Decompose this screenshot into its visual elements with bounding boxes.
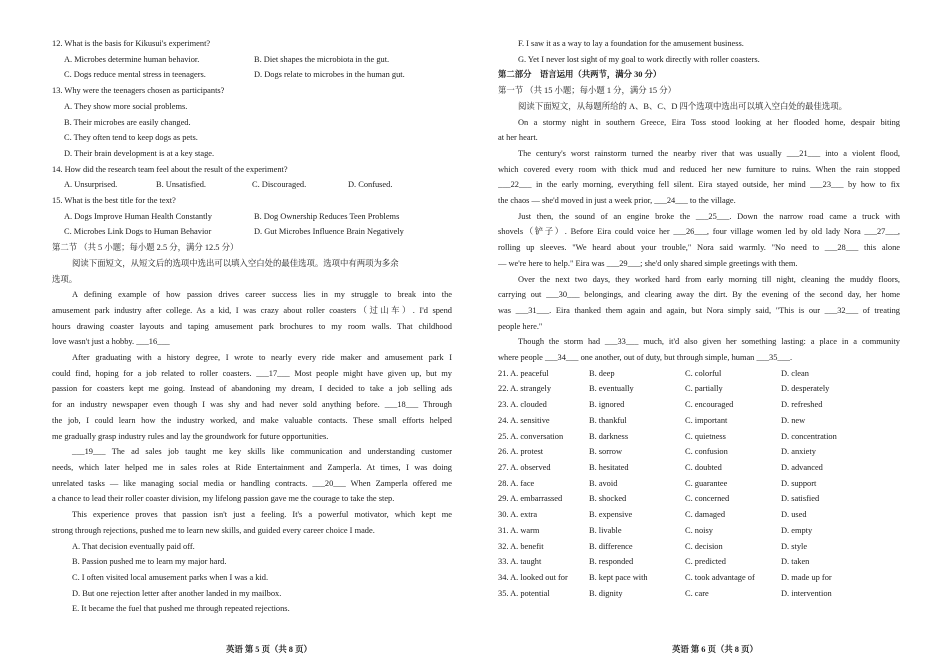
passage-line: love wasn't just a hobby. ___16___ bbox=[52, 337, 170, 347]
choice-row bbox=[498, 413, 900, 429]
choice-option: C. quietness bbox=[685, 431, 726, 441]
choice-row bbox=[498, 586, 900, 602]
passage-line: A defining example of how passion drives career success lies in my struggle to break into the bbox=[72, 290, 452, 300]
choice-row bbox=[498, 444, 900, 460]
q14-option-d: D. Confused. bbox=[348, 180, 393, 190]
q15-options-row2 bbox=[52, 224, 452, 240]
passage-line: The century's worst rainstorm turned the nearby river that was usually ___21___ into a violent flood, bbox=[518, 148, 900, 158]
q12-options-row1 bbox=[52, 52, 452, 68]
choice-option: C. partially bbox=[685, 384, 723, 394]
option-d: D. But one rejection letter after another landed in my mailbox. bbox=[72, 588, 282, 598]
choice-option: D. new bbox=[781, 415, 806, 425]
option-b: B. Passion pushed me to learn my major hard. bbox=[72, 557, 227, 567]
passage-line: could find, hoping for a job related to roller coasters. ___17___ Most people might have given up, but my bbox=[52, 368, 452, 378]
passage-line: amusement park industry after college. As a kid, I was crazy about roller coasters（过山车）. I'd spend bbox=[52, 305, 452, 315]
choice-option: 21. A. peaceful bbox=[498, 368, 549, 378]
passage-line: for an industry newspaper even though I was shy and had never sold anything before. ___18___ Through bbox=[52, 400, 452, 410]
option-g: G. Yet I never lost sight of my goal to work directly with roller coasters. bbox=[518, 54, 760, 64]
passage-line: the job, I could learn how the industry worked, and make valuable contacts. These small efforts helped bbox=[52, 415, 452, 425]
passage-line: where people ___34___ one another, out of duty, but through simple, human ___35___. bbox=[498, 353, 793, 363]
passage-line: which covered every room with thick mud and reduced her new furniture to ruins. When the rain stopped bbox=[498, 164, 900, 174]
q13-stem: 13. Why were the teenagers chosen as participants? bbox=[52, 86, 225, 96]
right-column bbox=[498, 36, 900, 601]
choice-option: D. used bbox=[781, 510, 807, 520]
choice-option: B. sorrow bbox=[589, 447, 623, 457]
q15-option-b: B. Dog Ownership Reduces Teen Problems bbox=[254, 211, 400, 221]
option-f: F. I saw it as a way to lay a foundation for the amusement business. bbox=[518, 39, 744, 48]
q12-option-a: A. Microbes determine human behavior. bbox=[64, 54, 200, 64]
option-c: C. I often visited local amusement parks when I was a kid. bbox=[72, 572, 269, 582]
passage-line: needs, which later helped me in sales roles at Ride Entertainment and Zamperla. At times, I was doing bbox=[52, 462, 452, 472]
choice-option: C. confusion bbox=[685, 447, 728, 457]
passage-line: After graduating with a history degree, I wrote to nearly every ride maker and amusement park I bbox=[72, 353, 452, 363]
choice-row bbox=[498, 460, 900, 476]
section2-title: 第二节 （共 5 小题；每小题 2.5 分，满分 12.5 分） bbox=[52, 243, 239, 253]
choice-row bbox=[498, 397, 900, 413]
passage-line: carrying out ___30___ belongings, and clearing away the dirt. By the evening of the second day, her home bbox=[498, 290, 900, 300]
choice-option: D. support bbox=[781, 478, 817, 488]
choice-option: B. deep bbox=[589, 368, 615, 378]
choice-option: C. guarantee bbox=[685, 478, 728, 488]
passage-line: On a stormy night in southern Greece, Eira Toss stood looking at her flooded home, despair biting bbox=[518, 117, 900, 127]
choice-option: D. desperately bbox=[781, 384, 830, 394]
passage-line: ___22___ in the early morning, everything fell silent. Eira stayed outside, her mind ___23___ by how to fix bbox=[498, 180, 900, 190]
choice-option: D. intervention bbox=[781, 588, 832, 598]
q13-option-d: D. Their brain development is at a key stage. bbox=[64, 148, 215, 158]
choice-option: B. dignity bbox=[589, 588, 623, 598]
section1-instruction: 阅读下面短文，从每题所给的 A、B、C、D 四个选项中选出可以填入空白处的最佳选项。 bbox=[518, 101, 847, 111]
choice-option: D. advanced bbox=[781, 462, 823, 472]
q12-stem: 12. What is the basis for Kikusui's experiment? bbox=[52, 39, 211, 48]
choice-option: C. noisy bbox=[685, 525, 713, 535]
q13-option-c: C. They often tend to keep dogs as pets. bbox=[64, 133, 198, 143]
choice-option: 28. A. face bbox=[498, 478, 535, 488]
choice-row bbox=[498, 523, 900, 539]
choice-option: B. avoid bbox=[589, 478, 618, 488]
choice-table bbox=[498, 366, 900, 602]
choice-option: 31. A. warm bbox=[498, 525, 540, 535]
choice-option: D. style bbox=[781, 541, 808, 551]
choice-option: D. refreshed bbox=[781, 400, 823, 410]
choice-option: B. kept pace with bbox=[589, 572, 648, 582]
q12-option-c: C. Dogs reduce mental stress in teenagers. bbox=[64, 70, 206, 80]
passage-line: me gradually grasp industry rules and lay the groundwork for future opportunities. bbox=[52, 431, 329, 441]
choice-option: B. difference bbox=[589, 541, 633, 551]
choice-option: D. concentration bbox=[781, 431, 837, 441]
choice-option: 25. A. conversation bbox=[498, 431, 564, 441]
choice-row bbox=[498, 570, 900, 586]
choice-option: D. anxiety bbox=[781, 447, 816, 457]
choice-option: 29. A. embarrassed bbox=[498, 494, 563, 504]
choice-option: C. concerned bbox=[685, 494, 730, 504]
passage-line: unrelated tasks — like managing social media or handling contracts. ___20___ When Zamperla offered me bbox=[52, 478, 452, 488]
choice-option: 35. A. potential bbox=[498, 588, 550, 598]
passage-line: at her heart. bbox=[498, 133, 538, 143]
choice-option: C. decision bbox=[685, 541, 723, 551]
choice-option: C. encouraged bbox=[685, 400, 734, 410]
passage-line: passion for coasters kept me going. Instead of abandoning my dream, I decided to take a job selling ads bbox=[52, 384, 452, 394]
choice-option: B. expensive bbox=[589, 510, 633, 520]
q12-option-d: D. Dogs relate to microbes in the human gut. bbox=[254, 70, 405, 80]
choice-option: B. shocked bbox=[589, 494, 627, 504]
page-footer-right: 英语 第 6 页（共 8 页） bbox=[672, 645, 758, 654]
choice-option: B. eventually bbox=[589, 384, 634, 394]
choice-option: D. satisfied bbox=[781, 494, 820, 504]
passage-line: hours drawing coaster layouts and taping amusement park brochures to my room walls. That childhood bbox=[52, 321, 452, 331]
section2-instruction-line1: 阅读下面短文，从短文后的选项中选出可以填入空白处的最佳选项。选项中有两项为多余 bbox=[72, 258, 399, 268]
part2-title: 第二部分 语言运用（共两节，满分 30 分） bbox=[498, 70, 662, 80]
left-column bbox=[52, 36, 452, 617]
choice-row bbox=[498, 554, 900, 570]
q12-options-row2 bbox=[52, 67, 452, 83]
q14-stem: 14. How did the research team feel about the result of the experiment? bbox=[52, 164, 288, 174]
choice-option: C. important bbox=[685, 415, 728, 425]
passage-line: was ___31___. Eira thanked them again and again, but Nora simply said, "This is our ___32___ of treating bbox=[498, 305, 900, 315]
passage-line: ___19___ The ad sales job taught me key skills like communication and understanding customer bbox=[72, 447, 452, 457]
choice-option: C. took advantage of bbox=[685, 572, 755, 582]
choice-option: C. damaged bbox=[685, 510, 726, 520]
q15-option-c: C. Microbes Link Dogs to Human Behavior bbox=[64, 227, 212, 237]
choice-option: 26. A. protest bbox=[498, 447, 544, 457]
passage-line: shovels（铲子）. Before Eira could voice her ___26___, four village women led by old lady Nora ___27___, bbox=[498, 227, 900, 237]
passage-line: a chance to lead their roller coaster division, my lifelong passion gave me the courage to take the step. bbox=[52, 494, 395, 504]
choice-option: 30. A. extra bbox=[498, 510, 538, 520]
section2-instruction-line2: 选项。 bbox=[52, 274, 78, 284]
choice-option: B. responded bbox=[589, 557, 634, 567]
passage-line: the chaos — she'd moved in just a week prior, ___24___ to the village. bbox=[498, 196, 736, 206]
q14-option-b: B. Unsatisfied. bbox=[156, 180, 207, 190]
choice-option: 32. A. benefit bbox=[498, 541, 544, 551]
option-e: E. It became the fuel that pushed me through repeated rejections. bbox=[72, 604, 290, 614]
choice-option: C. colorful bbox=[685, 368, 722, 378]
choice-option: B. ignored bbox=[589, 400, 625, 410]
choice-option: 24. A. sensitive bbox=[498, 415, 550, 425]
choice-option: 27. A. observed bbox=[498, 462, 551, 472]
choice-option: B. livable bbox=[589, 525, 622, 535]
q15-stem: 15. What is the best title for the text? bbox=[52, 196, 176, 206]
q14-options bbox=[52, 177, 452, 193]
choice-option: 22. A. strangely bbox=[498, 384, 552, 394]
choice-option: B. thankful bbox=[589, 415, 627, 425]
choice-option: B. hesitated bbox=[589, 462, 629, 472]
choice-option: D. made up for bbox=[781, 572, 832, 582]
choice-row bbox=[498, 539, 900, 555]
choice-row bbox=[498, 381, 900, 397]
q13-option-a: A. They show more social problems. bbox=[64, 101, 188, 111]
choice-row bbox=[498, 429, 900, 445]
choice-row bbox=[498, 491, 900, 507]
page-footer-left: 英语 第 5 页（共 8 页） bbox=[226, 645, 312, 654]
choice-option: D. taken bbox=[781, 557, 810, 567]
choice-row bbox=[498, 366, 900, 382]
choice-option: C. predicted bbox=[685, 557, 726, 567]
passage-line: Just then, the sound of an engine broke the ___25___. Down the narrow road came a truck with bbox=[518, 211, 900, 221]
choice-option: 33. A. taught bbox=[498, 557, 542, 567]
choice-option: C. care bbox=[685, 588, 709, 598]
q15-option-a: A. Dogs Improve Human Health Constantly bbox=[64, 211, 212, 221]
option-a: A. That decision eventually paid off. bbox=[72, 541, 195, 551]
choice-row bbox=[498, 507, 900, 523]
passage-line: rolling up sleeves. "We heard about your trouble," Nora said warmly. "No need to ___28___ this alone bbox=[498, 243, 900, 253]
q15-option-d: D. Gut Microbes Influence Brain Negatively bbox=[254, 227, 404, 237]
choice-option: B. darkness bbox=[589, 431, 629, 441]
choice-option: C. doubted bbox=[685, 462, 722, 472]
choice-option: 34. A. looked out for bbox=[498, 572, 568, 582]
passage-line: — we're here to help." Eira was ___29___; she'd only shared simple greetings with them. bbox=[498, 258, 798, 268]
passage-line: Though the storm had ___33___ much, it'd also given her something lasting: a place in a community bbox=[518, 337, 900, 347]
q13-option-b: B. Their microbes are easily changed. bbox=[64, 117, 191, 127]
section1-title: 第一节 （共 15 小题；每小题 1 分，满分 15 分） bbox=[498, 86, 676, 96]
q12-option-b: B. Diet shapes the microbiota in the gut. bbox=[254, 54, 390, 64]
passage-line: people here." bbox=[498, 321, 543, 331]
choice-row bbox=[498, 476, 900, 492]
passage-line: Over the next two days, they worked hard from early morning till night, cleaning the muddy floors, bbox=[518, 274, 900, 284]
choice-option: 23. A. clouded bbox=[498, 400, 547, 410]
q15-options-row1 bbox=[52, 209, 452, 225]
choice-option: D. clean bbox=[781, 368, 809, 378]
passage-line: strong through rejections, pushed me to learn new skills, and guided every career choice I made. bbox=[52, 525, 375, 535]
passage-line: This experience proves that passion isn't just a feeling. It's a powerful motivator, which kept me bbox=[72, 510, 452, 520]
q14-option-a: A. Unsurprised. bbox=[64, 180, 118, 190]
choice-option: D. empty bbox=[781, 525, 813, 535]
q14-option-c: C. Discouraged. bbox=[252, 180, 307, 190]
